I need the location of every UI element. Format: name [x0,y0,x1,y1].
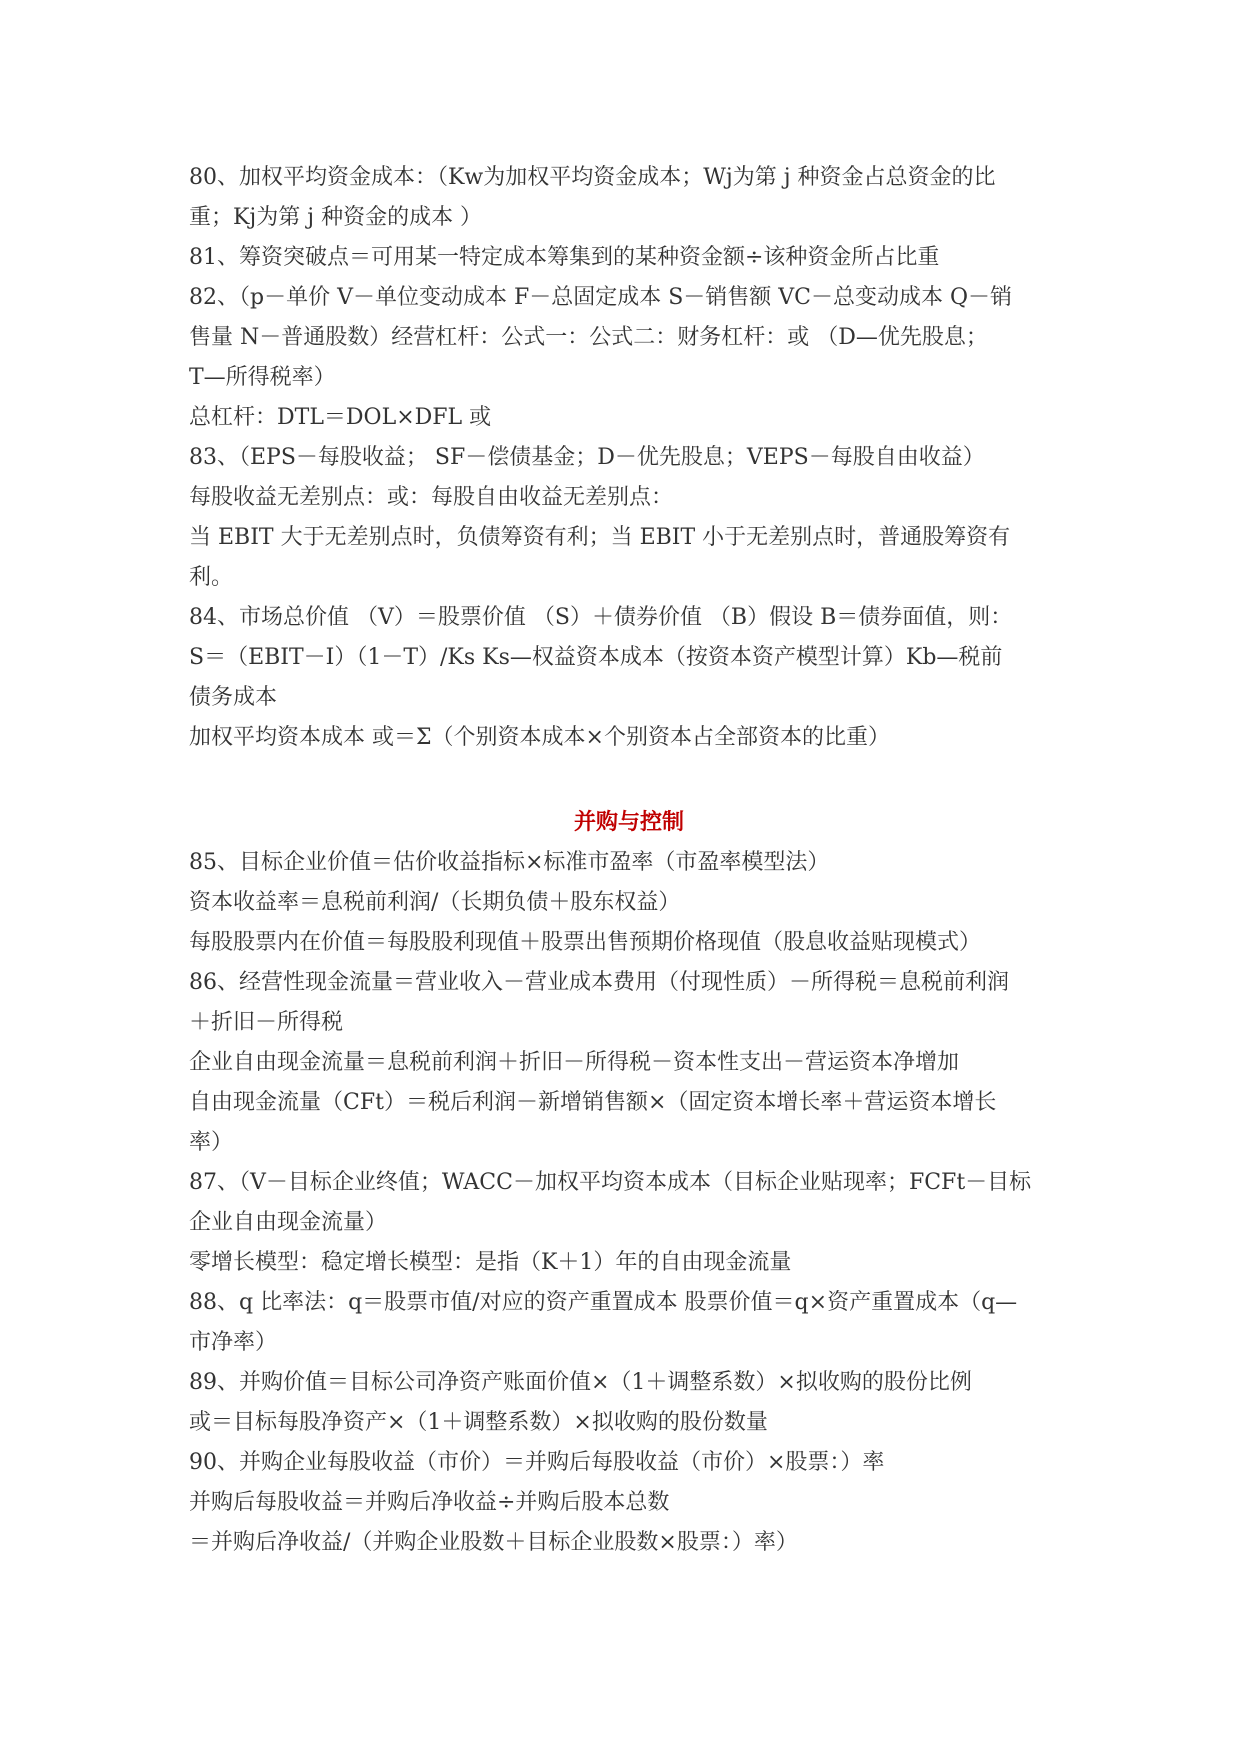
text-line: 当 EBIT 大于无差别点时，负债筹资有利；当 EBIT 小于无差别点时，普通股筹资有 [189,525,1011,550]
text-line: 80、加权平均资金成本：（Kw为加权平均资金成本；Wj为第 j 种资金占总资金的比 [189,165,996,190]
text-line: 售量 N－普通股数）经营杠杆：公式一：公式二：财务杠杆：或 （D—优先股息； [189,325,988,350]
text-line: ＋折旧－所得税 [189,1010,344,1035]
text-line: 自由现金流量（CFt）＝税后利润－新增销售额×（固定资本增长率＋营运资本增长 [189,1090,997,1115]
text-line: T—所得税率） [189,365,336,390]
text-line: 87、（V－目标企业终值；WACC－加权平均资本成本（目标企业贴现率；FCFt－目标 [189,1170,1032,1195]
document-page [189,158,1069,1563]
text-line: 加权平均资本成本 或＝Σ（个别资本成本×个别资本占全部资本的比重） [189,725,890,750]
section-spacer [189,758,1069,798]
text-line: 86、经营性现金流量＝营业收入－营业成本费用（付现性质）－所得税＝息税前利润 [189,970,1009,995]
section-mergers [189,843,1069,1563]
text-line: 率） [189,1130,234,1155]
text-line: 企业自由现金流量＝息税前利润＋折旧－所得税－资本性支出－营运资本净增加 [189,1050,960,1075]
text-line: 或＝目标每股净资产×（1＋调整系数）×拟收购的股份数量 [189,1410,768,1435]
text-line: 89、并购价值＝目标公司净资产账面价值×（1＋调整系数）×拟收购的股份比例 [189,1370,972,1395]
text-line: 资本收益率＝息税前利润/（长期负债＋股东权益） [189,890,681,915]
text-line: 85、目标企业价值＝估价收益指标×标准市盈率（市盈率模型法） [189,850,830,875]
text-line: 82、（p－单价 V－单位变动成本 F－总固定成本 S－销售额 VC－总变动成本 Q－销 [189,285,1013,310]
section-capital-cost [189,158,1069,758]
text-line: 并购后每股收益＝并购后净收益÷并购后股本总数 [189,1490,670,1515]
text-line: 零增长模型：稳定增长模型：是指（K＋1）年的自由现金流量 [189,1250,792,1275]
text-line: 81、筹资突破点＝可用某一特定成本筹集到的某种资金额÷该种资金所占比重 [189,245,940,270]
text-line: 总杠杆：DTL＝DOL×DFL 或 [189,405,492,430]
text-line: 每股股票内在价值＝每股股利现值＋股票出售预期价格现值（股息收益贴现模式） [189,930,982,955]
text-line: 市净率） [189,1330,278,1355]
text-line: 83、（EPS－每股收益； SF－偿债基金；D－优先股息；VEPS－每股自由收益） [189,445,985,470]
text-line: S＝（EBIT－I）（1－T）/Ks Ks—权益资本成本（按资本资产模型计算）Kb—税前 [189,645,1003,670]
text-line: 利。 [189,565,234,590]
text-line: 每股收益无差别点：或：每股自由收益无差别点： [189,485,674,510]
text-line: 债务成本 [189,685,278,710]
text-line: ＝并购后净收益/（并购企业股数＋目标企业股数×股票：）率） [189,1530,798,1555]
text-line: 企业自由现金流量） [189,1210,388,1235]
text-line: 88、q 比率法：q＝股票市值/对应的资产重置成本 股票价值＝q×资产重置成本（q— [189,1290,1018,1315]
section-heading: 并购与控制 [573,810,684,835]
text-line: 90、并购企业每股收益（市价）＝并购后每股收益（市价）×股票：）率 [189,1450,885,1475]
text-line: 重；Kj为第 j 种资金的成本 ） [189,205,483,230]
text-line: 84、市场总价值 （V）＝股票价值 （S）＋债券价值 （B）假设 B＝债券面值，则： [189,605,1013,630]
